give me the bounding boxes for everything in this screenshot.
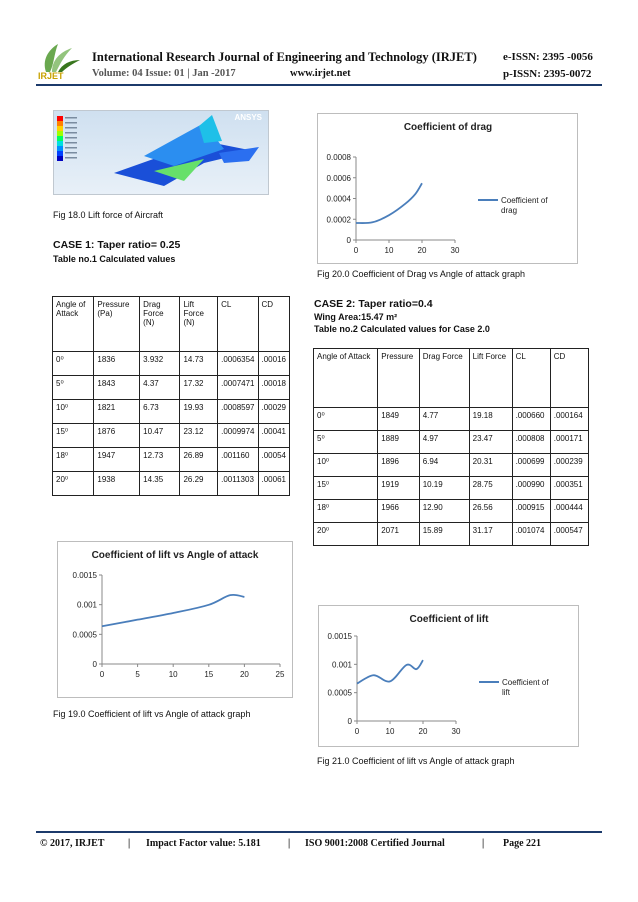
y-tick-label: 0.0005 [72,630,97,640]
series-line [102,595,244,626]
x-tick-label: 10 [168,670,178,679]
table-cell: 17.32 [180,376,218,400]
table-cell: 1821 [94,400,140,424]
case2-heading: CASE 2: Taper ratio=0.4 [314,298,433,310]
x-tick-label: 0 [99,670,105,679]
ansys-watermark: ANSYS [234,113,262,122]
column-header: Pressure (Pa) [94,297,140,352]
table-cell: 2071 [378,523,419,546]
footer-copyright: © 2017, IRJET [40,838,105,849]
y-tick-label: 0 [92,660,97,669]
journal-website[interactable]: www.irjet.net [290,68,351,79]
y-tick-label: 0.0008 [326,153,351,162]
table-cell: 12.73 [140,448,180,472]
table-cell: 1919 [378,477,419,500]
fig20-chart [317,113,578,264]
y-tick-label: 0.0015 [72,571,97,580]
table-cell: 26.29 [180,472,218,496]
table-cell: 20.31 [469,454,512,477]
column-header: Lift Force [469,349,512,408]
table-cell: 5⁰ [314,431,378,454]
table-row [314,454,589,477]
table-cell: 15⁰ [314,477,378,500]
table-cell: 18⁰ [314,500,378,523]
table-cell: .00018 [258,376,290,400]
column-header: Angle of Attack [53,297,94,352]
y-tick-label: 0.001 [76,600,97,610]
table-row [53,472,290,496]
y-tick-label: 0 [346,236,351,245]
column-header: Drag Force [419,349,469,408]
table-cell: 23.12 [180,424,218,448]
y-tick-label: 0.0005 [327,688,352,698]
x-tick-label: 20 [417,246,427,255]
x-tick-label: 0 [354,727,360,736]
table-cell: .001160 [218,448,258,472]
footer-page: Page 221 [503,838,542,849]
table-cell: .000699 [512,454,550,477]
table-cell: 0⁰ [53,352,94,376]
table2-caption: Table no.2 Calculated values for Case 2.0 [314,324,490,334]
table-cell: 20⁰ [314,523,378,546]
table-row [53,448,290,472]
table-cell: .000547 [550,523,588,546]
x-tick-label: 15 [204,670,214,679]
table-cell: .0006354 [218,352,258,376]
table-cell: .000808 [512,431,550,454]
table-row [53,424,290,448]
table-cell: 10.19 [419,477,469,500]
column-header: Angle of Attack [314,349,378,408]
logo-text: IRJET [38,71,64,81]
table-cell: 31.17 [469,523,512,546]
column-header: CL [218,297,258,352]
x-tick-label: 30 [451,727,461,736]
table-row [53,376,290,400]
aircraft-model [54,111,268,194]
e-issn: e-ISSN: 2395 -0056 [503,51,593,63]
table-cell: .0007471 [218,376,258,400]
table-row [314,500,589,523]
table-1 [52,296,290,496]
table-cell: 26.56 [469,500,512,523]
table-cell: .001074 [512,523,550,546]
table-cell: 14.35 [140,472,180,496]
y-tick-label: 0.0015 [327,632,352,641]
fig20-caption: Fig 20.0 Coefficient of Drag vs Angle of attack graph [317,269,525,279]
table-row [314,523,589,546]
x-tick-label: 20 [239,670,249,679]
footer-iso: ISO 9001:2008 Certified Journal [305,838,445,849]
column-header: Pressure [378,349,419,408]
table-cell: .000164 [550,408,588,431]
fig18-caption: Fig 18.0 Lift force of Aircraft [53,210,164,220]
table-cell: 1966 [378,500,419,523]
table-cell: 26.89 [180,448,218,472]
table-cell: 23.47 [469,431,512,454]
chart-title: Coefficient of drag [403,122,493,133]
column-header: CD [550,349,588,408]
table-cell: .0008597 [218,400,258,424]
table-cell: 12.90 [419,500,469,523]
y-tick-label: 0.0004 [326,194,351,204]
x-tick-label: 25 [275,670,285,679]
table-cell: 0⁰ [314,408,378,431]
table-cell: 1947 [94,448,140,472]
table-row [314,477,589,500]
x-tick-label: 20 [418,727,428,736]
table-cell: 4.97 [419,431,469,454]
series-line [356,183,422,223]
table-cell: .00054 [258,448,290,472]
table-cell: 1938 [94,472,140,496]
wing-area: Wing Area:15.47 m² [314,312,398,322]
table-cell: .00041 [258,424,290,448]
x-tick-label: 30 [450,246,460,255]
footer-sep-3: | [482,838,485,849]
legend-label: Coefficient of [502,678,549,687]
table-cell: 10.47 [140,424,180,448]
fig19-caption: Fig 19.0 Coefficient of lift vs Angle of attack graph [53,709,251,719]
case1-heading: CASE 1: Taper ratio= 0.25 [53,239,181,251]
table-cell: .00029 [258,400,290,424]
footer-sep-2: | [288,838,291,849]
x-tick-label: 10 [385,727,395,736]
fig21-chart [318,605,579,747]
table-cell: 1889 [378,431,419,454]
table-cell: 15.89 [419,523,469,546]
table-cell: 3.932 [140,352,180,376]
table-cell: .000444 [550,500,588,523]
table-cell: .000239 [550,454,588,477]
table-header-row [53,297,290,352]
table-cell: 4.37 [140,376,180,400]
table-row [314,431,589,454]
column-header: Lift Force (N) [180,297,218,352]
table-cell: 18⁰ [53,448,94,472]
x-tick-label: 0 [353,246,359,255]
table-row [53,352,290,376]
table-row [53,400,290,424]
journal-title: International Research Journal of Engineering and Technology (IRJET) [92,50,477,64]
lift-force-render [53,110,269,195]
table-cell: 4.77 [419,408,469,431]
table-cell: 1896 [378,454,419,477]
table-cell: .0011303 [218,472,258,496]
table-cell: 20⁰ [53,472,94,496]
y-tick-label: 0.001 [331,660,352,670]
table-cell: 19.18 [469,408,512,431]
x-tick-label: 5 [135,670,140,679]
table-cell: 6.94 [419,454,469,477]
table-cell: 1849 [378,408,419,431]
fig19-chart [57,541,293,698]
table-header-row [314,349,589,408]
table-cell: 15⁰ [53,424,94,448]
table-cell: 14.73 [180,352,218,376]
p-issn: p-ISSN: 2395-0072 [503,68,592,80]
column-header: Drag Force (N) [140,297,180,352]
header-divider [36,84,602,86]
table-cell: .00061 [258,472,290,496]
x-tick-label: 10 [384,246,394,255]
leaf-icon [36,42,86,74]
table-cell: 1876 [94,424,140,448]
table-cell: .000660 [512,408,550,431]
table-cell: 6.73 [140,400,180,424]
table-cell: .000171 [550,431,588,454]
table-cell: 10⁰ [53,400,94,424]
table-cell: 19.93 [180,400,218,424]
legend-label: lift [502,688,510,697]
table-cell: .000351 [550,477,588,500]
fig21-caption: Fig 21.0 Coefficient of lift vs Angle of attack graph [317,756,515,766]
column-header: CD [258,297,290,352]
footer-sep-1: | [128,838,131,849]
chart-title: Coefficient of lift vs Angle of attack [91,550,259,561]
footer-impact: Impact Factor value: 5.181 [146,838,261,849]
footer-divider [36,831,602,833]
table-cell: 28.75 [469,477,512,500]
table-row [314,408,589,431]
table-cell: .0009974 [218,424,258,448]
table-cell: 1843 [94,376,140,400]
table-cell: .00016 [258,352,290,376]
legend-label: drag [501,206,518,215]
volume-issue: Volume: 04 Issue: 01 | Jan -2017 [92,68,236,79]
table-cell: .000990 [512,477,550,500]
table-cell: 10⁰ [314,454,378,477]
legend-label: Coefficient of [501,196,548,205]
series-line [357,660,423,683]
table1-caption: Table no.1 Calculated values [53,254,176,264]
table-2 [313,348,589,546]
y-tick-label: 0 [347,717,352,726]
y-tick-label: 0.0006 [326,173,351,183]
table-cell: 1836 [94,352,140,376]
column-header: CL [512,349,550,408]
chart-title: Coefficient of lift [409,614,489,625]
table-cell: 5⁰ [53,376,94,400]
y-tick-label: 0.0002 [326,215,351,225]
table-cell: .000915 [512,500,550,523]
